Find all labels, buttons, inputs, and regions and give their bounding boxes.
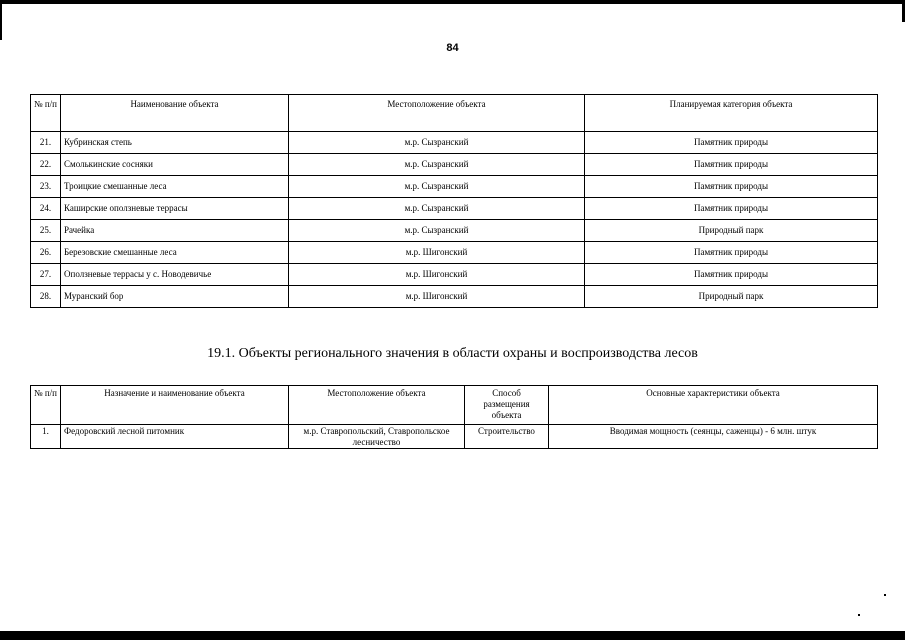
table-row: [31, 264, 878, 286]
header-num: № п/п: [31, 386, 61, 425]
cell-name: Федоровский лесной питомник: [61, 425, 289, 449]
protected-areas-table: [30, 94, 878, 308]
cell-name: Муранский бор: [61, 286, 289, 308]
cell-num: 22.: [31, 154, 61, 176]
page-left-border: [0, 0, 2, 40]
cell-name: Смолькинские сосняки: [61, 154, 289, 176]
cell-num: 24.: [31, 198, 61, 220]
cell-category: Памятник природы: [585, 242, 878, 264]
cell-name: Рачейка: [61, 220, 289, 242]
table-row: [31, 132, 878, 154]
page-top-border: [0, 0, 905, 4]
header-method: Способ размещения объекта: [465, 386, 549, 425]
table-row: [31, 220, 878, 242]
cell-num: 23.: [31, 176, 61, 198]
page-number: 84: [446, 42, 459, 54]
scan-speck: [884, 594, 886, 596]
cell-num: 27.: [31, 264, 61, 286]
table-header-row: [31, 386, 878, 425]
cell-characteristics: Вводимая мощность (сеянцы, саженцы) - 6 млн. штук: [549, 425, 878, 449]
cell-location: м.р. Шигонский: [289, 286, 585, 308]
header-name: Наименование объекта: [61, 95, 289, 132]
table-row: [31, 198, 878, 220]
cell-location: м.р. Сызранский: [289, 198, 585, 220]
cell-name: Каширские оползневые террасы: [61, 198, 289, 220]
cell-method: Строительство: [465, 425, 549, 449]
header-num: № п/п: [31, 95, 61, 132]
table-row: [31, 176, 878, 198]
cell-name: Троицкие смешанные леса: [61, 176, 289, 198]
cell-num: 1.: [31, 425, 61, 449]
header-location: Местоположение объекта: [289, 386, 465, 425]
forestry-objects-table: [30, 385, 878, 449]
page-bottom-border: [0, 631, 905, 640]
section-title: 19.1. Объекты регионального значения в области охраны и воспроизводства лесов: [207, 346, 698, 361]
cell-location: м.р. Шигонский: [289, 264, 585, 286]
header-name: Назначение и наименование объекта: [61, 386, 289, 425]
cell-num: 28.: [31, 286, 61, 308]
table-row: [31, 242, 878, 264]
cell-category: Памятник природы: [585, 264, 878, 286]
header-location: Местоположение объекта: [289, 95, 585, 132]
cell-name: Оползневые террасы у с. Новодевичье: [61, 264, 289, 286]
cell-category: Памятник природы: [585, 154, 878, 176]
cell-num: 26.: [31, 242, 61, 264]
cell-location: м.р. Сызранский: [289, 132, 585, 154]
table-row: [31, 425, 878, 449]
table-row: [31, 154, 878, 176]
cell-location: м.р. Сызранский: [289, 154, 585, 176]
cell-location: м.р. Сызранский: [289, 176, 585, 198]
cell-num: 21.: [31, 132, 61, 154]
cell-name: Кубринская степь: [61, 132, 289, 154]
cell-name: Березовские смешанные леса: [61, 242, 289, 264]
cell-num: 25.: [31, 220, 61, 242]
cell-location: м.р. Шигонский: [289, 242, 585, 264]
table-body: [31, 132, 878, 308]
table-body: [31, 425, 878, 449]
cell-category: Памятник природы: [585, 198, 878, 220]
scan-speck: [858, 614, 860, 616]
cell-category: Природный парк: [585, 286, 878, 308]
table-row: [31, 286, 878, 308]
cell-location: м.р. Сызранский: [289, 220, 585, 242]
cell-location: м.р. Ставропольский, Ставропольское лесничество: [289, 425, 465, 449]
cell-category: Памятник природы: [585, 132, 878, 154]
table-header-row: [31, 95, 878, 132]
cell-category: Природный парк: [585, 220, 878, 242]
header-category: Планируемая категория объекта: [585, 95, 878, 132]
header-characteristics: Основные характеристики объекта: [549, 386, 878, 425]
cell-category: Памятник природы: [585, 176, 878, 198]
